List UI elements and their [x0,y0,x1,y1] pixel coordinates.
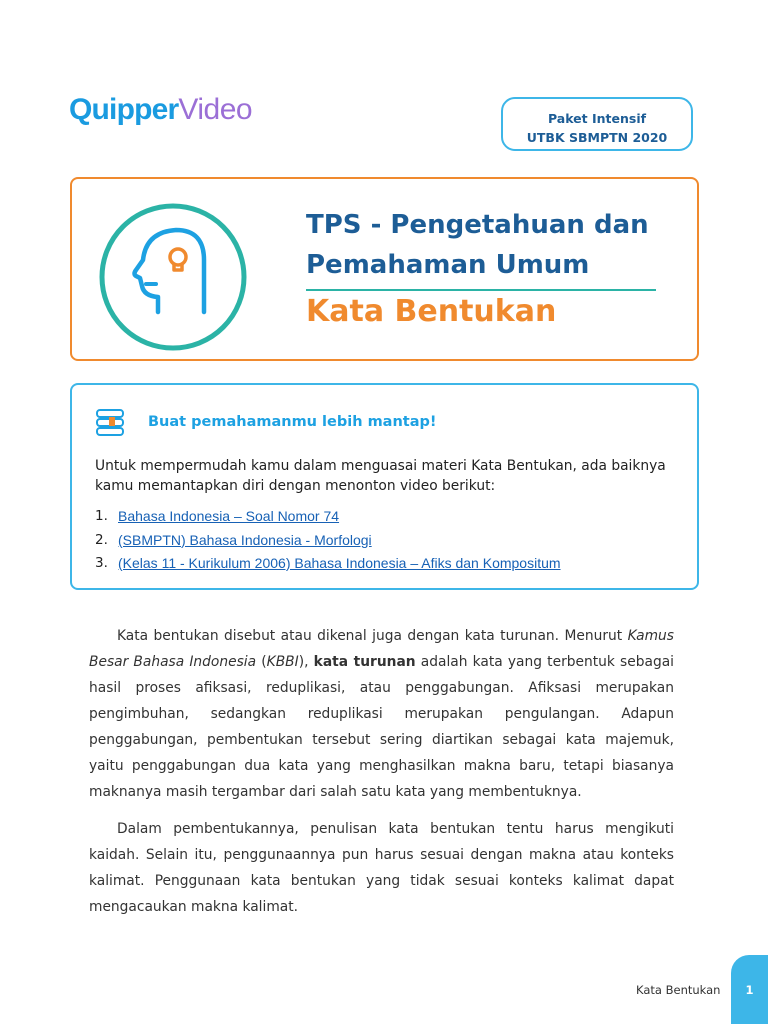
topic-title: Kata Bentukan [306,294,557,329]
list-item [95,506,561,530]
text-run: ), [298,654,314,670]
page-number: 1 [745,983,754,997]
list-number: 1. [95,508,108,524]
footer-label: Kata Bentukan [636,983,721,997]
books-icon [95,408,127,436]
quipper-video-logo [69,92,252,128]
list-item [95,553,561,577]
info-heading: Buat pemahamanmu lebih mantap! [148,414,437,430]
list-item [95,530,561,554]
text-run-italic: KBBI [266,654,299,670]
info-text: Untuk mempermudah kamu dalam menguasai materi Kata Bentukan, ada baiknya kamu memantapkan diri dengan menonton video berikut: [95,458,666,494]
package-badge [501,97,693,151]
logo-quipper: Quipper [69,93,179,126]
body-text [89,623,674,920]
subject-title: TPS - Pengetahuan dan Pemahaman Umum [306,210,649,280]
video-link-2[interactable]: (SBMPTN) Bahasa Indonesia - Morfologi [118,531,372,548]
paragraph-2: Dalam pembentukannya, penulisan kata bentukan tentu harus mengikuti kaidah. Selain itu, penggunaannya pun harus sesuai dengan makna atau konteks kalimat. Penggunaan kata bentukan yang tidak sesuai konteks kalimat dapat mengacaukan makna kalimat. [89,821,674,915]
text-run-bold: kata turunan [313,654,416,670]
video-link-3[interactable]: (Kelas 11 - Kurikulum 2006) Bahasa Indonesia – Afiks dan Kompositum [118,555,561,571]
package-exam: UTBK SBMPTN 2020 [526,130,668,145]
text-run: Kata bentukan disebut atau dikenal juga dengan kata turunan. Menurut [117,628,628,644]
text-run-italic: Kamus Besar Bahasa Indonesia [89,628,674,670]
logo-video: Video [178,93,253,126]
paragraph-1 [89,623,674,805]
text-run: ( [256,654,267,670]
title-divider [306,289,656,291]
head-lightbulb-icon [98,202,248,352]
list-number: 3. [95,555,108,571]
video-link-1[interactable]: Bahasa Indonesia – Soal Nomor 74 [118,508,340,524]
package-name: Paket Intensif [547,111,647,126]
video-list [95,506,561,577]
list-number: 2. [95,531,108,548]
text-run: adalah kata yang terbentuk sebagai hasil proses afiksasi, reduplikasi, atau penggabungan. Afiksasi merupakan pengimbuhan, sedangkan reduplikasi merupakan pengulangan. Adapun penggabungan, pembentukan tersebut sering diartikan sebagai kata majemuk, yaitu penggabungan dua kata yang menghasilkan makna baru, tetapi biasanya maknanya masih tergambar dari salah satu kata yang membentuknya. [89,654,674,800]
